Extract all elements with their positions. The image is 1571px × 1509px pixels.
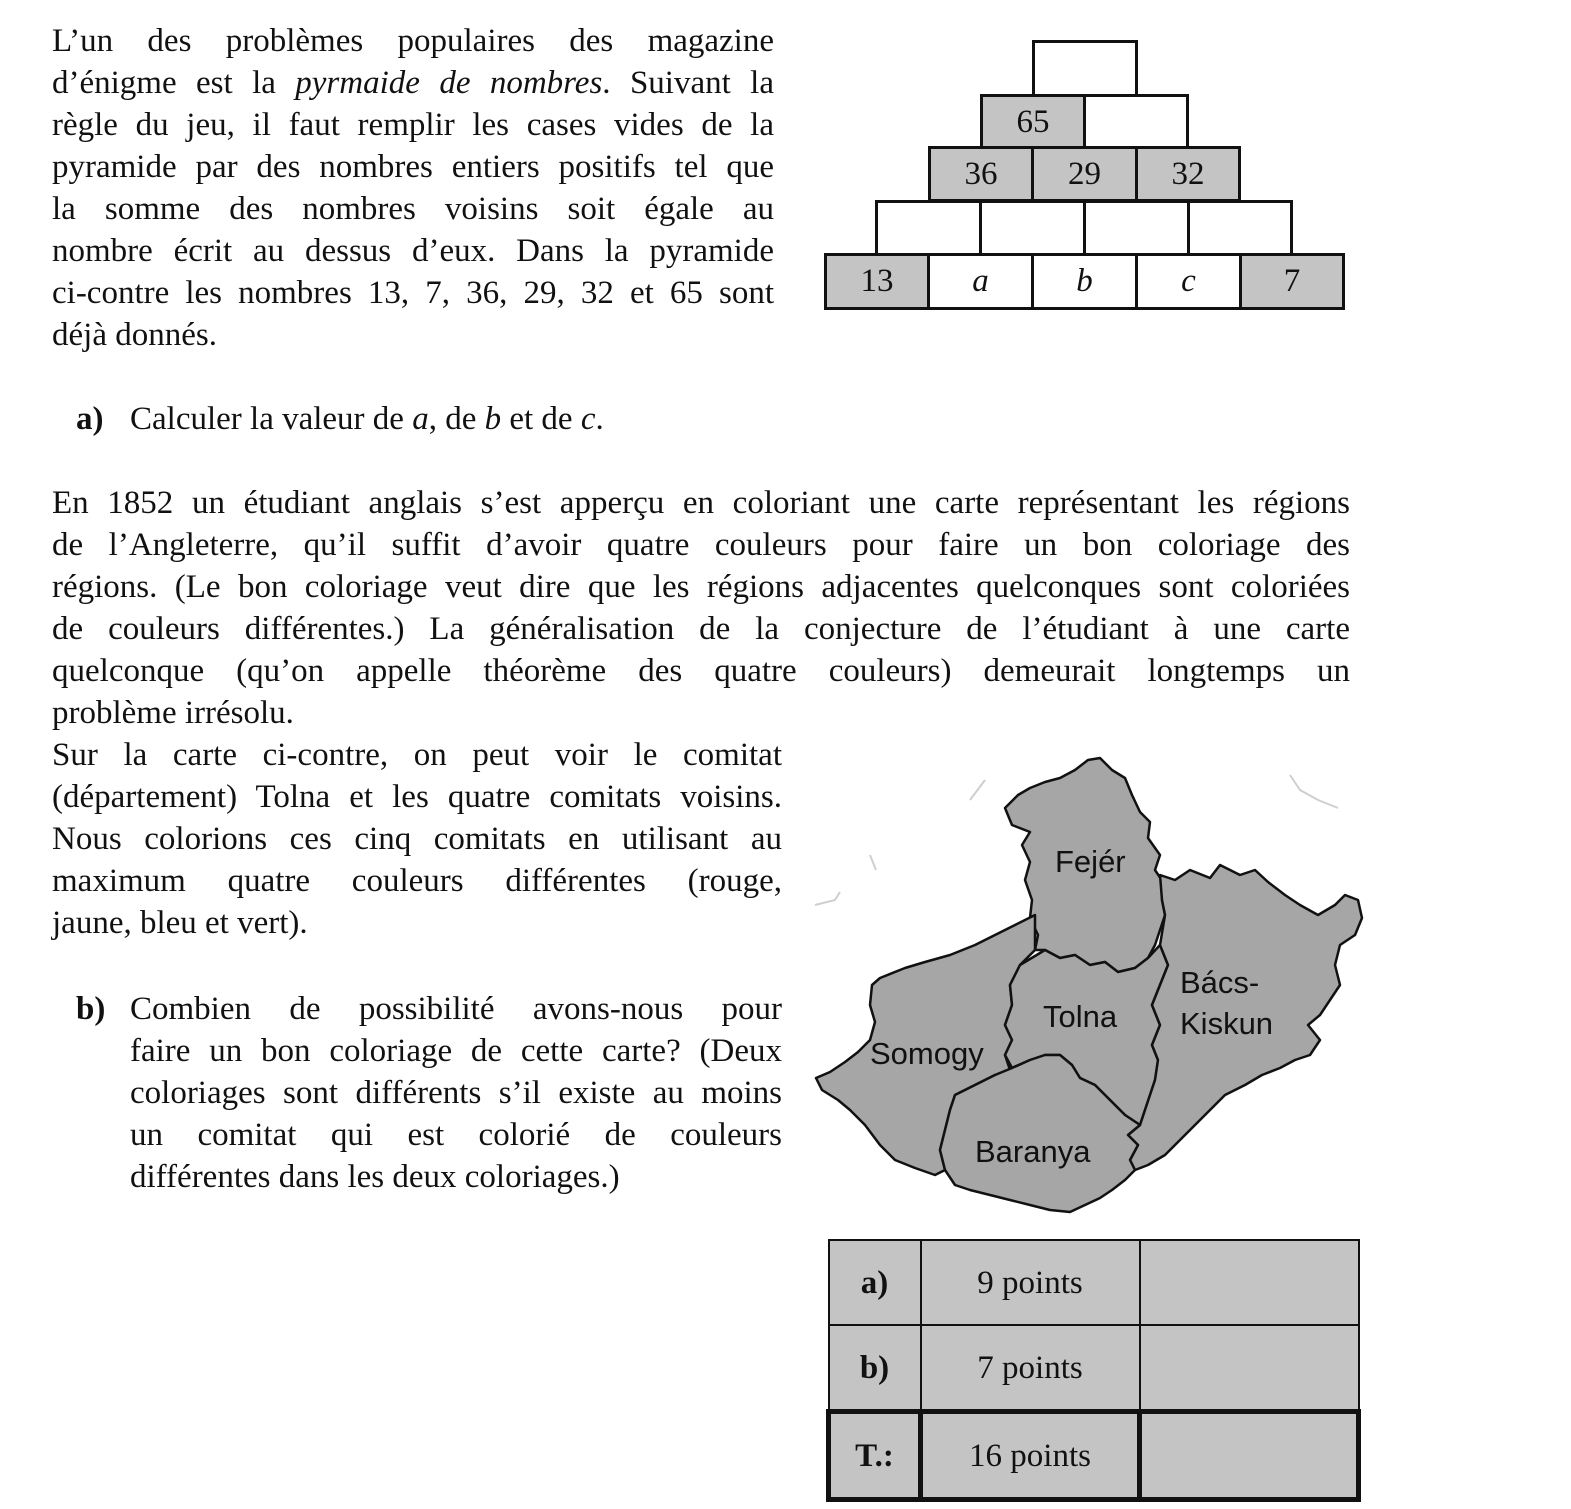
story-line: problème irrésolu.: [52, 695, 294, 731]
pyramid-cell-13: 13: [824, 253, 930, 310]
pyramid-cell-32: 32: [1135, 146, 1241, 202]
pyramid-cell-top: [1032, 40, 1138, 94]
pyramid-cell-b: b: [1031, 253, 1138, 310]
score-field: [1140, 1240, 1359, 1325]
story-line: quelconque (qu’on appelle théorème des quatre couleurs) demeurait longtemps un: [52, 653, 1350, 689]
pyramid-cell-empty: [1083, 94, 1189, 148]
label-baranya: Baranya: [975, 1134, 1091, 1169]
county-map: [800, 750, 1380, 1230]
question-a: [76, 398, 976, 440]
pyramid-cell-a: a: [927, 253, 1034, 310]
score-field: [1140, 1412, 1359, 1500]
map-intro-line: Nous colorions ces cinq comitats en utilisant au: [52, 821, 782, 857]
map-context-stroke: [970, 780, 985, 800]
story-line: de couleurs différentes.) La généralisation de la conjecture de l’étudiant à une carte: [52, 611, 1350, 647]
label-somogy: Somogy: [870, 1036, 984, 1071]
question-a-label: a): [76, 401, 104, 437]
intro-line: pyramide par des nombres entiers positifs tel que: [52, 149, 774, 185]
score-row-a: [829, 1240, 1359, 1325]
label-kiskun: Kiskun: [1180, 1006, 1274, 1041]
score-points: 7 points: [921, 1325, 1140, 1412]
map-context-stroke: [1290, 775, 1338, 808]
intro-line: déjà donnés.: [52, 317, 217, 353]
map-context-stroke: [870, 855, 876, 870]
story-line: de l’Angleterre, qu’il suffit d’avoir quatre couleurs pour faire un bon coloriage des: [52, 527, 1350, 563]
pyramid-cell-36: 36: [928, 146, 1034, 202]
pyramid-cell-empty: [875, 200, 982, 255]
map-intro-line: maximum quatre couleurs différentes (rouge,: [52, 863, 782, 899]
score-part-label: a): [829, 1240, 921, 1325]
intro-line: d’énigme est la pyrmaide de nombres. Suivant la: [52, 65, 774, 101]
question-b-text: Combien de possibilité avons-nous pour faire un bon coloriage de cette carte? (Deux coloriages sont différents s’il existe au moins un comitat qui est colorié de couleurs différentes dans les deux coloriages.): [130, 991, 782, 1195]
intro-line: la somme des nombres voisins soit égale au: [52, 191, 774, 227]
question-b-label: b): [76, 991, 106, 1027]
label-tolna: Tolna: [1043, 999, 1118, 1034]
map-context-stroke: [815, 892, 840, 905]
score-part-label: b): [829, 1325, 921, 1412]
map-intro-line: Sur la carte ci-contre, on peut voir le comitat: [52, 737, 782, 773]
story-paragraph: [52, 482, 1350, 734]
story-line: En 1852 un étudiant anglais s’est apperçu en coloriant une carte représentant les régions: [52, 485, 1350, 521]
pyramid-cell-empty: [979, 200, 1086, 255]
score-field: [1140, 1325, 1359, 1412]
score-points: 16 points: [921, 1412, 1140, 1500]
pyramid-cell-empty: [1083, 200, 1190, 255]
question-a-text: Calculer la valeur de a, de b et de c.: [130, 401, 604, 437]
score-table: [826, 1239, 1361, 1502]
pyramid-cell-c: c: [1135, 253, 1242, 310]
score-row-total: [829, 1412, 1359, 1500]
intro-line: nombre écrit au dessus d’eux. Dans la pyramide: [52, 233, 774, 269]
intro-line: règle du jeu, il faut remplir les cases vides de la: [52, 107, 774, 143]
question-b: [76, 988, 786, 1208]
story-line: régions. (Le bon coloriage veut dire que les régions adjacentes quelconques sont coloriées: [52, 569, 1350, 605]
score-points: 9 points: [921, 1240, 1140, 1325]
intro-line: ci-contre les nombres 13, 7, 36, 29, 32 et 65 sont: [52, 275, 774, 311]
intro-line: L’un des problèmes populaires des magazine: [52, 23, 774, 59]
pyramid-cell-65: 65: [980, 94, 1086, 148]
map-intro-line: (département) Tolna et les quatre comitats voisins.: [52, 779, 782, 815]
label-bacs: Bács-: [1180, 965, 1260, 1000]
pyramid-cell-empty: [1187, 200, 1293, 255]
pyramid-cell-29: 29: [1031, 146, 1138, 202]
map-intro-line: jaune, bleu et vert).: [52, 905, 308, 941]
label-fejer: Fejér: [1055, 844, 1126, 879]
italic-term: pyrmaide de nombres: [295, 65, 603, 101]
map-intro-paragraph: [52, 734, 782, 944]
pyramid-cell-7: 7: [1239, 253, 1345, 310]
score-part-label: T.:: [829, 1412, 921, 1500]
score-row-b: [829, 1325, 1359, 1412]
intro-paragraph: [52, 20, 774, 356]
